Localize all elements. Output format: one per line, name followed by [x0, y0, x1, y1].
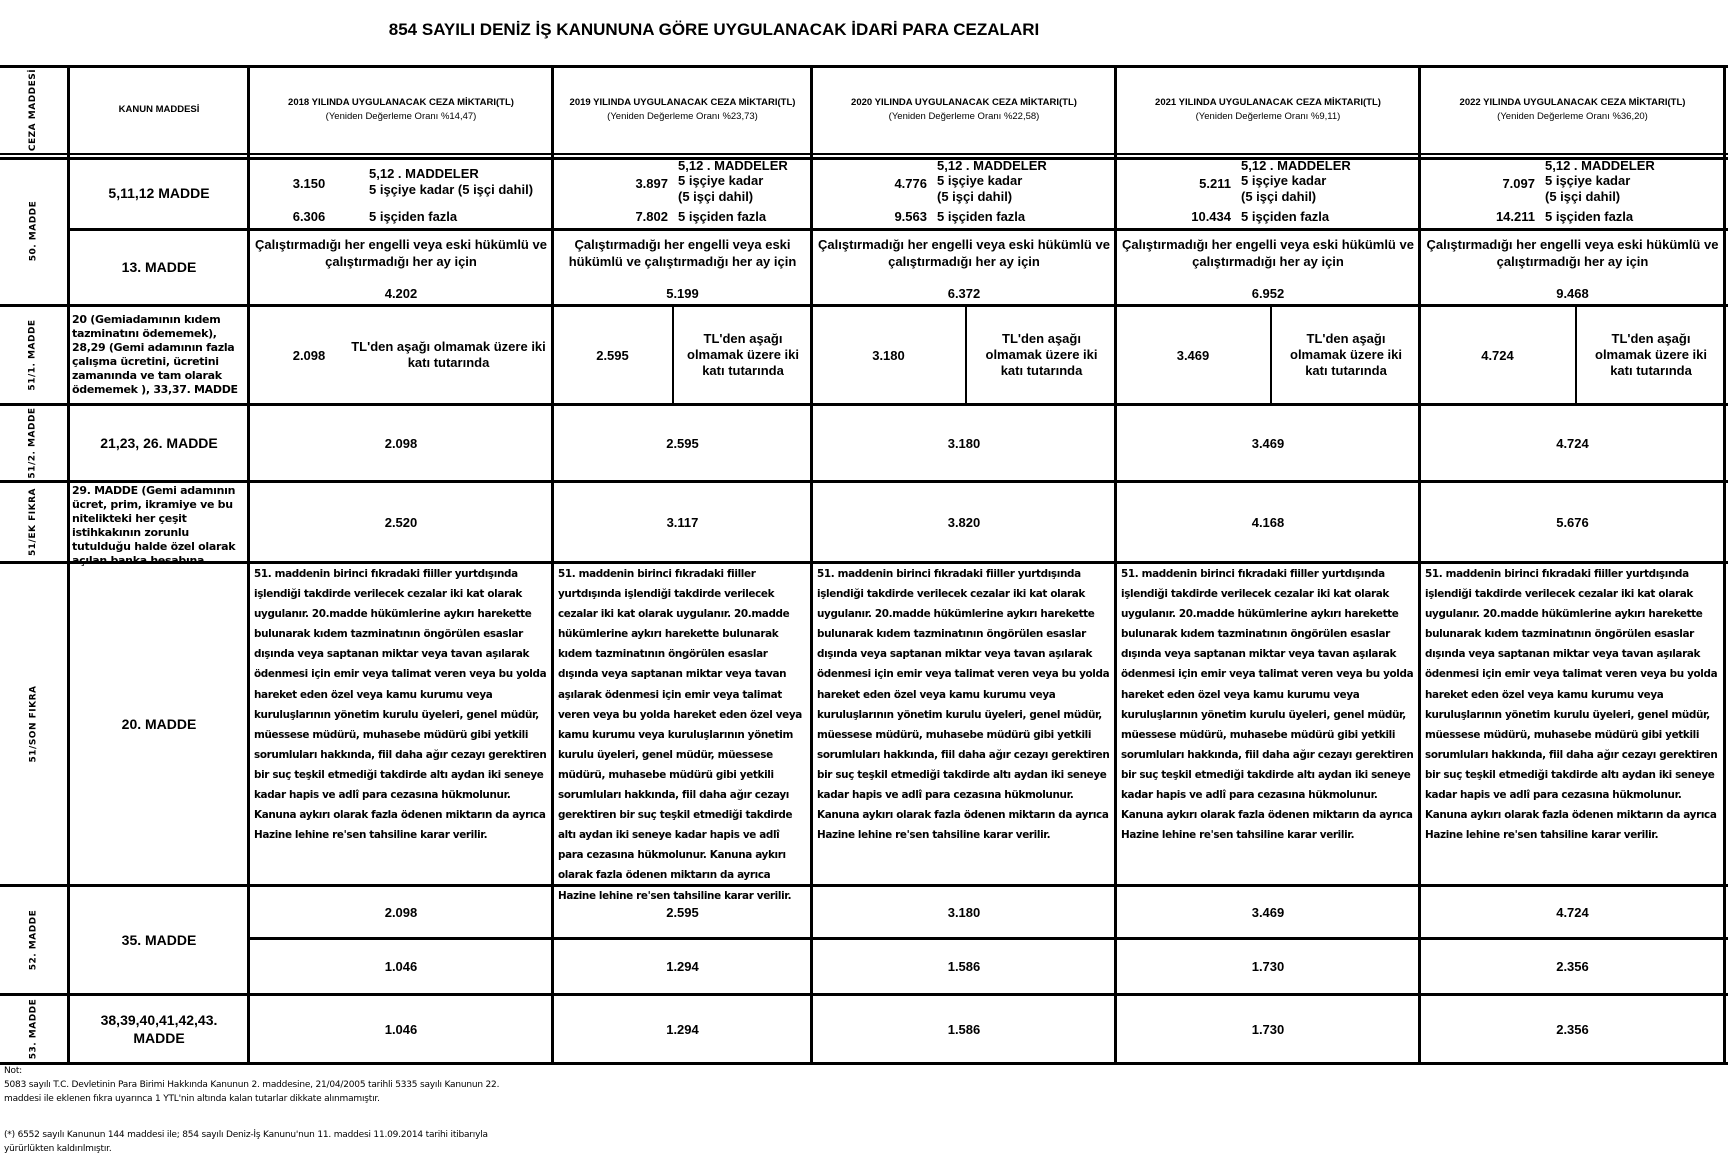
s51-ek-value-text: 3.820 [947, 514, 981, 530]
s50-r1-label-2 [678, 204, 812, 228]
kanun-5-11-12 [69, 158, 249, 228]
s53-value [1420, 996, 1725, 1062]
s51-son-text [814, 562, 1114, 884]
header-year-subtitle: (Yeniden Değerleme Oranı %23,73) [607, 111, 758, 122]
kanun-13 [69, 245, 249, 289]
s53-value-text: 1.586 [947, 1021, 981, 1037]
header-year-subtitle: (Yeniden Değerleme Oranı %22,58) [888, 111, 1040, 122]
s50-r2-value-text: 6.372 [947, 285, 981, 301]
s50-r1-label-2 [937, 204, 1116, 228]
kanun-5-11-12-text: 5,11,12 MADDE [108, 185, 210, 201]
s50-r1-value-2-text: 6.306 [292, 208, 326, 224]
s50-r1-label-1-text: 5,12 . MADDELER 5 işçiye kadar (5 işçi dahil) [1241, 157, 1351, 204]
s50-r2-desc-text: Çalıştırmadığı her engelli veya eski hükümlü ve çalıştırmadığı her ay için [818, 237, 1110, 269]
s50-r2-value-text: 9.468 [1556, 285, 1589, 301]
s52-value-a-text: 2.595 [666, 904, 699, 920]
s52-value-b-text: 1.730 [1251, 959, 1285, 974]
ceza-52-madde-text: 52. MADDE [28, 909, 38, 971]
note-line-2: maddesi ile eklenen fıkra uyarınca 1 YTL'nin altında kalan tutarlar dikkate alınmamıştır. [4, 1094, 380, 1104]
s51-son-text [251, 562, 551, 884]
header-year-subtitle: (Yeniden Değerleme Oranı %9,11) [1195, 111, 1341, 122]
header-year-2019 [553, 66, 812, 154]
kanun-51-ek [69, 482, 249, 567]
header-year-title: 2019 YILINDA UYGULANACAK CEZA MİKTARI(TL) [569, 97, 796, 108]
s51-2-value [553, 406, 812, 480]
header-year-2022 [1420, 66, 1725, 154]
s50-r2-desc [812, 232, 1116, 274]
s51-son-text-text: 51. maddenin birinci fıkradaki fiiller yurtdışında işlendiği takdirde verilecek cezalar iki kat olarak uygulanır. 20.madde hükümlerine aykırı harekette bulunarak kıdem tazminatının öngörülen esaslar dışında veya saptanan miktar veya tavan aşılarak ödenmesi için emir veya talimat veren veya bu yolda hareket eden özel veya kamu kurumu veya kuruluşlarının yönetim kurulu üyeleri, genel müdür, müessese müdürü, muhasebe müdürü gibi yetkili sorumluları hakkında, fiil daha ağır cezayı gerektiren bir suç teşkil etmediği takdirde altı aydan iki seneye kadar hapis ve adlî para cezasına hükmolunur. Kanuna aykırı olarak fazla ödenen miktarın da ayrıca Hazine lehine re'sen tahsiline karar verilir. [254, 568, 547, 842]
s52-value-b-text: 1.586 [947, 959, 981, 974]
s53-value-text: 1.046 [384, 1021, 418, 1037]
s51-son-text-text: 51. maddenin birinci fıkradaki fiiller yurtdışında işlendiği takdirde verilecek cezalar iki kat olarak uygulanır. 20.madde hükümlerine aykırı harekette bulunarak kıdem tazminatının öngörülen esaslar dışında veya saptanan miktar veya tavan aşılarak ödenmesi için emir veya talimat veren veya bu yolda hareket eden özel veya kamu kurumu veya kuruluşlarının yönetim kurulu üyeleri, genel müdür, müessese müdürü, muhasebe müdürü gibi yetkili sorumluları hakkında, fiil daha ağır cezayı gerektiren bir suç teşkil etmediği takdirde altı aydan iki seneye kadar hapis ve adlî para cezasına hükmolunur. Kanuna aykırı olarak fazla ödenen miktarın da ayrıca Hazine lehine re'sen tahsiline karar verilir. [817, 568, 1110, 842]
note-label: Not: [4, 1066, 22, 1076]
s51-ek-value-text: 2.520 [384, 514, 418, 530]
s51-1-value-text: 4.724 [1481, 347, 1514, 363]
s50-r2-value [1116, 282, 1420, 304]
s51-1-note-text: TL'den aşağı olmamak üzere iki katı tutarında [1290, 331, 1402, 378]
s50-r2-value [249, 282, 553, 304]
s51-1-value [553, 307, 672, 403]
header-year-title: 2020 YILINDA UYGULANACAK CEZA MİKTARI(TL) [851, 97, 1077, 108]
ceza-51-1-madde [0, 307, 66, 403]
s50-r1-value-1-text: 3.897 [635, 175, 668, 191]
ceza-52-madde [0, 887, 66, 993]
s51-ek-value [1420, 483, 1725, 561]
s51-1-note-text: TL'den aşağı olmamak üzere iki katı tutarında [1595, 331, 1707, 378]
s53-value [812, 996, 1116, 1062]
kanun-51-2 [69, 406, 249, 480]
s51-ek-value [812, 483, 1116, 561]
s50-r1-value-1 [1420, 168, 1545, 198]
s53-value-text: 1.294 [666, 1021, 699, 1037]
s52-value-b [1420, 940, 1725, 993]
s50-r1-label-1-text: 5,12 . MADDELER 5 işçiye kadar (5 işçi dahil) [369, 166, 534, 197]
s50-r2-desc-text: Çalıştırmadığı her engelli veya eski hükümlü ve çalıştırmadığı her ay için [568, 237, 797, 269]
s53-value [249, 996, 553, 1062]
ceza-51-son-fikra-text: 51/SON FIKRA [28, 685, 39, 763]
ceza-50-madde-text: 50. MADDE [28, 200, 38, 262]
s50-r1-label-1-text: 5,12 . MADDELER 5 işçiye kadar (5 işçi dahil) [1545, 157, 1655, 204]
s51-son-text-text: 51. maddenin birinci fıkradaki fiiller yurtdışında işlendiği takdirde verilecek cezalar iki kat olarak uygulanır. 20.madde hükümlerine aykırı harekette bulunarak kıdem tazminatının öngörülen esaslar dışında veya saptanan miktar veya tavan aşılarak ödenmesi için emir veya talimat veren veya bu yolda hareket eden özel veya kamu kurumu veya kuruluşlarının yönetim kurulu üyeleri, genel müdür, müessese müdürü, muhasebe müdürü gibi yetkili sorumluları hakkında, fiil daha ağır cezayı gerektiren bir suç teşkil etmediği takdirde altı aydan iki seneye kadar hapis ve adlî para cezasına hükmolunur. Kanuna aykırı olarak fazla ödenen miktarın da ayrıca Hazine lehine re'sen tahsiline karar verilir. [558, 568, 802, 902]
kanun-51-1-text: 20 (Gemiadamının kıdem tazminatını ödememek), 28,29 (Gemi adamının fazla çalışma ücretini, ücretini zamanında ve tam olarak ödememek ), 33,37. MADDE [72, 313, 238, 396]
s51-2-value-text: 3.180 [947, 435, 981, 451]
s50-r1-label-2-text: 5 işçiden fazla [369, 208, 458, 224]
s50-r1-label-1 [937, 156, 1116, 206]
s51-son-text-text: 51. maddenin birinci fıkradaki fiiller yurtdışında işlendiği takdirde verilecek cezalar iki kat olarak uygulanır. 20.madde hükümlerine aykırı harekette bulunarak kıdem tazminatının öngörülen esaslar dışında veya saptanan miktar veya tavan aşılarak ödenmesi için emir veya talimat veren veya bu yolda hareket eden özel veya kamu kurumu veya kuruluşlarının yönetim kurulu üyeleri, genel müdür, müessese müdürü, muhasebe müdürü gibi yetkili sorumluları hakkında, fiil daha ağır cezayı gerektiren bir suç teşkil etmediği takdirde altı aydan iki seneye kadar hapis ve adlî para cezasına hükmolunur. Kanuna aykırı olarak fazla ödenen miktarın da ayrıca Hazine lehine re'sen tahsiline karar verilir. [1121, 568, 1414, 842]
ceza-51-2-madde-text: 51/2. MADDE [28, 407, 39, 479]
s50-r2-desc [1420, 232, 1725, 274]
s52-value-a [812, 887, 1116, 937]
s51-1-value-text: 3.180 [872, 347, 905, 363]
s51-2-value-text: 2.595 [666, 435, 699, 451]
header-year-2021 [1116, 66, 1420, 154]
ceza-51-2-madde [0, 406, 66, 480]
s50-r1-value-2 [553, 204, 678, 228]
s51-1-note [674, 307, 812, 403]
kanun-53 [69, 996, 249, 1062]
s51-1-note-text: TL'den aşağı olmamak üzere iki katı tutarında [351, 339, 546, 370]
header-year-2020 [812, 66, 1116, 154]
header-kanun-maddesi-text: KANUN MADDESİ [118, 104, 200, 115]
s52-value-b-text: 1.046 [384, 959, 418, 974]
s51-ek-value [553, 483, 812, 561]
s50-r1-value-2-text: 10.434 [1191, 208, 1231, 224]
s51-ek-value-text: 4.168 [1251, 514, 1285, 530]
s50-r2-desc-text: Çalıştırmadığı her engelli veya eski hükümlü ve çalıştırmadığı her ay için [255, 237, 547, 269]
s50-r1-label-2 [1241, 204, 1420, 228]
grid-line [0, 157, 1728, 160]
header-year-title: 2022 YILINDA UYGULANACAK CEZA MİKTARI(TL) [1459, 97, 1686, 108]
s50-r1-label-1 [678, 156, 812, 206]
s53-value-text: 2.356 [1556, 1021, 1589, 1037]
s50-r1-label-2 [1545, 204, 1725, 228]
s50-r1-value-2-text: 14.211 [1495, 208, 1535, 224]
kanun-13-text: 13. MADDE [121, 259, 197, 275]
s51-1-value [1420, 307, 1575, 403]
s50-r1-label-1 [1241, 156, 1420, 206]
s52-value-a [249, 887, 553, 937]
s50-r1-value-2-text: 9.563 [894, 208, 927, 224]
s52-value-a [1420, 887, 1725, 937]
s50-r1-label-1-text: 5,12 . MADDELER 5 işçiye kadar (5 işçi dahil) [678, 157, 788, 204]
s52-value-b [553, 940, 812, 993]
s52-value-a-text: 3.180 [947, 904, 981, 920]
header-kanun-maddesi [69, 66, 249, 154]
ceza-53-madde [0, 996, 66, 1062]
s50-r2-value [553, 282, 812, 304]
s50-r1-value-2 [1420, 204, 1545, 228]
note-line-3: (*) 6552 sayılı Kanunun 144 maddesi ile; 854 sayılı Deniz-İş Kanunu'nun 11. maddesi 11.09.2014 tarihi itibarıyla [4, 1130, 488, 1140]
ceza-53-madde-text: 53. MADDE [28, 998, 38, 1060]
s51-ek-value [249, 483, 553, 561]
s51-2-value [812, 406, 1116, 480]
note-line-4: yürürlükten kaldırılmıştır. [4, 1144, 112, 1154]
s52-value-a-text: 4.724 [1556, 904, 1589, 920]
s50-r1-label-1 [369, 164, 553, 200]
s50-r1-value-1 [553, 168, 678, 198]
grid-line [0, 1062, 1728, 1065]
ceza-51-1-madde-text: 51/1. MADDE [28, 319, 39, 391]
s50-r1-value-2-text: 7.802 [635, 208, 668, 224]
s52-value-b [249, 940, 553, 993]
s51-1-value [812, 307, 965, 403]
kanun-51-son-text: 20. MADDE [121, 716, 197, 732]
s52-value-b-text: 1.294 [666, 959, 699, 974]
s51-1-note-text: TL'den aşağı olmamak üzere iki katı tutarında [687, 331, 799, 378]
s51-1-note [1272, 307, 1420, 403]
page-title [0, 20, 1728, 40]
kanun-51-2-text: 21,23, 26. MADDE [100, 435, 218, 451]
grid-line [69, 228, 1728, 231]
kanun-51-1 [69, 311, 249, 403]
s51-2-value-text: 2.098 [384, 435, 418, 451]
s50-r2-desc [249, 232, 553, 274]
s51-1-value-text: 2.098 [292, 347, 326, 363]
s50-r1-label-2-text: 5 işçiden fazla [1545, 208, 1634, 224]
ceza-51-ek-fikra [0, 483, 66, 561]
s50-r1-value-1-text: 5.211 [1199, 175, 1231, 191]
s51-1-note [967, 307, 1116, 403]
s51-2-value [1420, 406, 1725, 480]
header-year-subtitle: (Yeniden Değerleme Oranı %36,20) [1497, 111, 1648, 122]
ceza-51-ek-fikra-text: 51/EK FIKRA [28, 488, 38, 556]
s50-r1-value-2 [1116, 204, 1241, 228]
header-ceza-maddesi [0, 66, 66, 154]
s50-r2-value [812, 282, 1116, 304]
s51-son-text [1422, 562, 1723, 884]
s50-r1-value-1 [812, 168, 937, 198]
s50-r2-desc-text: Çalıştırmadığı her engelli veya eski hükümlü ve çalıştırmadığı her ay için [1122, 237, 1414, 269]
s50-r2-value-text: 6.952 [1251, 285, 1285, 301]
s51-son-text [555, 562, 810, 902]
s52-value-a [553, 887, 812, 937]
s51-1-note [344, 307, 553, 403]
s52-value-a [1116, 887, 1420, 937]
s50-r1-value-2 [812, 204, 937, 228]
s51-2-value-text: 3.469 [1251, 435, 1285, 451]
s52-value-b [1116, 940, 1420, 993]
s50-r1-label-1 [1545, 156, 1725, 206]
s50-r2-desc [1116, 232, 1420, 274]
s51-ek-value [1116, 483, 1420, 561]
note-line-1: 5083 sayılı T.C. Devletinin Para Birimi Hakkında Kanunun 2. maddesine, 21/04/2005 tarihli 5335 sayılı Kanunun 22. [4, 1080, 500, 1090]
s50-r1-label-2-text: 5 işçiden fazla [678, 208, 767, 224]
ceza-51-son-fikra [0, 564, 66, 884]
s51-1-value [1116, 307, 1270, 403]
s50-r1-label-2-text: 5 işçiden fazla [937, 208, 1026, 224]
s51-2-value [1116, 406, 1420, 480]
header-year-title: 2021 YILINDA UYGULANACAK CEZA MİKTARI(TL) [1155, 97, 1381, 108]
header-ceza-maddesi-text: CEZA MADDESİ [28, 68, 38, 152]
s52-value-a-text: 3.469 [1251, 904, 1285, 920]
page-title-text: 854 SAYILI DENİZ İŞ KANUNUNA GÖRE UYGULANACAK İDARİ PARA CEZALARI [388, 20, 1040, 39]
s51-2-value-text: 4.724 [1556, 435, 1589, 451]
kanun-53-text: 38,39,40,41,42,43. MADDE [100, 1012, 218, 1046]
s50-r1-value-1-text: 4.776 [894, 175, 927, 191]
s50-r1-label-2 [369, 204, 553, 228]
s52-value-a-text: 2.098 [384, 904, 418, 920]
s50-r1-label-2-text: 5 işçiden fazla [1241, 208, 1330, 224]
s52-value-b-text: 2.356 [1556, 959, 1589, 974]
s50-r2-value [1420, 282, 1725, 304]
s50-r1-value-1-text: 3.150 [292, 175, 326, 191]
s51-1-value-text: 2.595 [596, 347, 629, 363]
s51-ek-value-text: 3.117 [666, 514, 699, 530]
s50-r1-value-2 [249, 204, 369, 228]
kanun-52 [69, 887, 249, 993]
kanun-51-son [69, 564, 249, 884]
s51-1-note-text: TL'den aşağı olmamak üzere iki katı tutarında [985, 331, 1098, 378]
header-year-title: 2018 YILINDA UYGULANACAK CEZA MİKTARI(TL) [288, 97, 514, 108]
s51-1-value-text: 3.469 [1176, 347, 1210, 363]
s51-2-value [249, 406, 553, 480]
s50-r1-label-1-text: 5,12 . MADDELER 5 işçiye kadar (5 işçi dahil) [937, 157, 1047, 204]
s50-r2-desc [553, 232, 812, 274]
s50-r1-value-1 [249, 168, 369, 198]
s51-ek-value-text: 5.676 [1556, 514, 1589, 530]
s50-r2-desc-text: Çalıştırmadığı her engelli veya eski hükümlü ve çalıştırmadığı her ay için [1426, 237, 1719, 269]
s51-son-text-text: 51. maddenin birinci fıkradaki fiiller yurtdışında işlendiği takdirde verilecek cezalar iki kat olarak uygulanır. 20.madde hükümlerine aykırı harekette bulunarak kıdem tazminatının öngörülen esaslar dışında veya saptanan miktar veya tavan aşılarak ödenmesi için emir veya talimat veren veya bu yolda hareket eden özel veya kamu kurumu veya kuruluşlarının yönetim kurulu üyeleri, genel müdür, müessese müdürü, muhasebe müdürü gibi yetkili sorumluları hakkında, fiil daha ağır cezayı gerektiren bir suç teşkil etmediği takdirde altı aydan iki seneye kadar hapis ve adlî para cezasına hükmolunur. Kanuna aykırı olarak fazla ödenen miktarın da ayrıca Hazine lehine re'sen tahsiline karar verilir. [1425, 568, 1718, 842]
header-year-subtitle: (Yeniden Değerleme Oranı %14,47) [325, 111, 477, 122]
kanun-52-text: 35. MADDE [121, 932, 197, 948]
s53-value [1116, 996, 1420, 1062]
s50-r2-value-text: 4.202 [384, 285, 418, 301]
s50-r1-value-1-text: 7.097 [1502, 175, 1535, 191]
ceza-50-madde [0, 158, 66, 304]
header-year-2018 [249, 66, 553, 154]
s51-son-text [1118, 562, 1418, 884]
s53-value-text: 1.730 [1251, 1021, 1285, 1037]
kanun-51-ek-text: 29. MADDE (Gemi adamının ücret, prim, ikramiye ve bu nitelikteki her çeşit istihkakının zorunlu tutulduğu halde özel olarak açılan banka hesabına [72, 484, 236, 567]
s51-1-note [1577, 307, 1725, 403]
s52-value-b [812, 940, 1116, 993]
s50-r2-value-text: 5.199 [666, 285, 699, 301]
s53-value [553, 996, 812, 1062]
s50-r1-value-1 [1116, 168, 1241, 198]
